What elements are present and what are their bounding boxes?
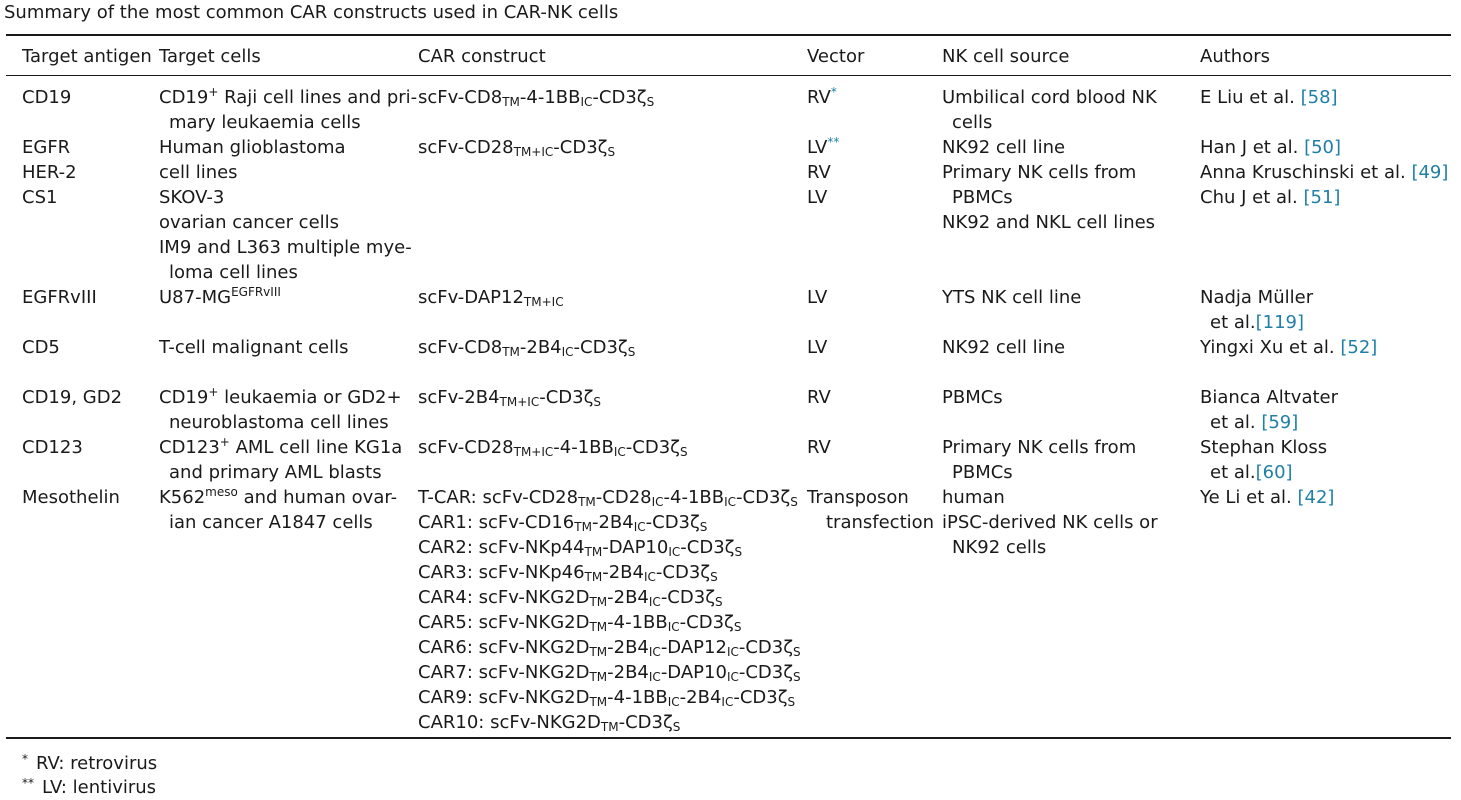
footnote-marker: ** [22, 776, 34, 790]
cells-text: K562 [159, 487, 206, 508]
reference-link[interactable]: [50] [1304, 137, 1342, 158]
cells-text: CD123 [159, 437, 220, 458]
author-text: et al. [1210, 412, 1262, 433]
construct-subscript: IC [726, 645, 739, 659]
nk-source-cell: YTS NK cell line [942, 287, 1082, 308]
antigen-cell: Mesothelin [22, 487, 120, 508]
antigen-cell: CD5 [22, 337, 60, 358]
car-construct-line [418, 485, 801, 510]
header-authors: Authors [1200, 46, 1270, 67]
construct-subscript: S [733, 620, 742, 634]
vector-cell [807, 135, 839, 210]
authors-cell [1200, 435, 1327, 485]
header-nk-source: NK cell source [942, 46, 1070, 67]
construct-subscript: S [734, 545, 743, 559]
car-construct-line [418, 510, 801, 535]
reference-link[interactable]: [59] [1261, 412, 1299, 433]
cells-superscript: + [219, 435, 230, 449]
construct-subscript: S [607, 145, 616, 159]
construct-subscript: TM [589, 595, 608, 609]
construct-subscript: S [790, 495, 798, 509]
vector-text: LV [807, 187, 828, 208]
reference-link[interactable]: [60] [1255, 462, 1293, 483]
construct-text: -CD28 [595, 487, 652, 508]
cells-text: cell lines [159, 162, 238, 183]
footnote-text: LV: lentivirus [42, 777, 157, 798]
cells-superscript: meso [205, 485, 238, 499]
target-cells-cell [159, 385, 402, 435]
construct-subscript: IC [667, 620, 680, 634]
construct-text: CAR7: scFv-NKG2D [418, 662, 590, 683]
cells-text: leukaemia or GD2+ [218, 387, 402, 408]
car-construct-line [418, 660, 801, 685]
construct-subscript: TM [589, 670, 608, 684]
header-target-cells: Target cells [159, 46, 261, 67]
construct-text: -2B4 [607, 637, 649, 658]
vector-text: transfection [826, 512, 935, 533]
car-construct-line [418, 685, 801, 710]
target-cells-cell: T-cell malignant cells [159, 337, 349, 358]
construct-subscript: TM [502, 95, 520, 109]
construct-subscript: TM [589, 620, 608, 634]
reference-link[interactable]: [119] [1255, 312, 1305, 333]
nk-text: PBMCs [952, 187, 1013, 208]
construct-text: -DAP10 [602, 537, 669, 558]
car-construct-cell [418, 285, 564, 310]
construct-text: -2B4 [607, 587, 649, 608]
authors-cell [1200, 285, 1313, 335]
construct-subscript: IC [651, 495, 664, 509]
vector-text: LV [807, 137, 828, 158]
cells-text: U87-MG [159, 287, 232, 308]
vector-cell [807, 485, 934, 535]
nk-source-cell [942, 485, 1158, 560]
bottom-rule [6, 737, 1451, 739]
table-caption: Summary of the most common CAR constructs used in CAR-NK cells [4, 2, 619, 23]
construct-text: CAR9: scFv-NKG2D [418, 687, 590, 708]
construct-text: -2B4 [519, 337, 562, 358]
construct-text: CAR3: scFv-NKp46 [418, 562, 585, 583]
construct-text: T-CAR: scFv-CD28 [418, 487, 579, 508]
vector-text: RV [807, 162, 831, 183]
antigen-cell: CD19, GD2 [22, 387, 123, 408]
construct-text: -4-1BB [607, 687, 668, 708]
construct-subscript: IC [561, 345, 574, 359]
target-cells-cell [159, 285, 281, 310]
car-construct-line [418, 585, 801, 610]
nk-text: Primary NK cells from [942, 162, 1137, 183]
construct-text: scFv-2B4 [418, 387, 500, 408]
authors-cell [1200, 135, 1448, 210]
construct-subscript: TM+IC [499, 395, 540, 409]
footnote-marker-link[interactable]: * [830, 85, 837, 99]
construct-text: scFv-DAP12 [418, 287, 524, 308]
car-construct-line [418, 560, 801, 585]
car-construct-cell [418, 385, 601, 410]
construct-text: -CD3ζ [733, 687, 788, 708]
cells-text: ian cancer A1847 cells [169, 512, 373, 533]
construct-text: -CD3ζ [736, 487, 791, 508]
antigen-cell: CD123 [22, 437, 83, 458]
cells-superscript: + [208, 385, 219, 399]
car-construct-line [418, 710, 801, 735]
cells-text: ovarian cancer cells [159, 212, 340, 233]
nk-source-cell: PBMCs [942, 387, 1003, 408]
target-cells-cell [159, 135, 412, 285]
antigen-cell: EGFRvIII [22, 287, 97, 308]
vector-cell: RV [807, 437, 831, 458]
vector-cell: LV [807, 287, 828, 308]
nk-source-cell: NK92 cell line [942, 337, 1066, 358]
construct-subscript: IC [613, 445, 626, 459]
construct-subscript: IC [580, 95, 593, 109]
antigen-text: HER-2 [22, 162, 77, 183]
construct-text: -CD3ζ [655, 562, 711, 583]
top-rule [6, 34, 1451, 36]
construct-subscript: S [679, 445, 688, 459]
construct-text: -CD3ζ [660, 587, 715, 608]
car-construct-line [418, 635, 801, 660]
construct-subscript: TM [589, 645, 608, 659]
footnote-text: RV: retrovirus [36, 753, 158, 774]
construct-text: -CD3ζ [618, 712, 673, 733]
author-text: Nadja Müller [1200, 287, 1314, 308]
construct-subscript: S [714, 595, 723, 609]
construct-text: -4-1BB [553, 437, 614, 458]
construct-text: CAR5: scFv-NKG2D [418, 612, 590, 633]
nk-text: human [942, 487, 1005, 508]
construct-text: -4-1BB [607, 612, 668, 633]
construct-text: -CD3ζ [738, 637, 794, 658]
construct-subscript: S [672, 720, 681, 734]
reference-link[interactable]: [49] [1411, 162, 1449, 183]
construct-text: -2B4 [602, 562, 644, 583]
cells-text: mary leukaemia cells [169, 112, 361, 133]
cells-text: Human glioblastoma [159, 137, 346, 158]
cells-text: SKOV-3 [159, 187, 225, 208]
header-rule [6, 75, 1451, 76]
car-construct-cell [418, 85, 654, 110]
author-text: Anna Kruschinski et al. [1200, 162, 1412, 183]
construct-subscript: TM [600, 720, 619, 734]
construct-text: -DAP12 [660, 637, 727, 658]
construct-subscript: TM [502, 345, 520, 359]
construct-subscript: TM [584, 545, 603, 559]
authors-cell [1200, 335, 1377, 360]
nk-text: NK92 and NKL cell lines [942, 212, 1156, 233]
header-car-construct: CAR construct [418, 46, 546, 67]
construct-subscript: IC [648, 670, 661, 684]
construct-subscript: IC [633, 520, 646, 534]
construct-text: scFv-CD8 [418, 337, 503, 358]
cells-text: and primary AML blasts [169, 462, 382, 483]
construct-subscript: S [593, 395, 601, 409]
construct-subscript: TM+IC [523, 295, 564, 309]
construct-subscript: IC [667, 695, 680, 709]
construct-text: -4-1BB [519, 87, 581, 108]
authors-cell [1200, 85, 1338, 110]
vector-text: Transposon [807, 487, 909, 508]
cells-text: IM9 and L363 multiple mye- [159, 237, 412, 258]
vector-cell: RV [807, 387, 831, 408]
author-text: et al. [1210, 312, 1256, 333]
author-text: Bianca Altvater [1200, 387, 1339, 408]
construct-subscript: S [646, 95, 655, 109]
construct-text: -CD3ζ [680, 537, 735, 558]
vector-text: RV [807, 87, 831, 108]
nk-text: cells [952, 112, 993, 133]
construct-subscript: S [793, 645, 801, 659]
construct-text: scFv-CD8 [418, 87, 503, 108]
authors-cell [1200, 385, 1338, 435]
antigen-cell [22, 135, 77, 210]
construct-text: scFv-CD28 [418, 437, 514, 458]
car-construct-line [418, 535, 801, 560]
construct-text: CAR10: scFv-NKG2D [418, 712, 601, 733]
construct-text: -DAP10 [660, 662, 727, 683]
construct-subscript: IC [721, 695, 734, 709]
reference-link[interactable]: [52] [1340, 337, 1378, 358]
target-cells-cell [159, 485, 397, 535]
cells-text: Raji cell lines and pri- [218, 87, 418, 108]
construct-subscript: IC [724, 495, 737, 509]
construct-subscript: S [710, 570, 718, 584]
car-construct-cell [418, 435, 688, 460]
construct-text: CAR4: scFv-NKG2D [418, 587, 590, 608]
authors-cell [1200, 485, 1334, 510]
construct-subscript: TM [584, 570, 603, 584]
cells-text: AML cell line KG1a [229, 437, 403, 458]
construct-subscript: S [627, 345, 636, 359]
cells-text: and human ovar- [237, 487, 398, 508]
nk-source-cell [942, 135, 1155, 235]
construct-text: -CD3ζ [679, 612, 734, 633]
construct-subscript: TM [589, 695, 608, 709]
nk-text: iPSC-derived NK cells or [942, 512, 1158, 533]
construct-subscript: IC [726, 670, 739, 684]
target-cells-cell [159, 435, 402, 485]
cells-text: neuroblastoma cell lines [169, 412, 389, 433]
car-construct-cell [418, 335, 635, 360]
author-text: E Liu et al. [1200, 87, 1301, 108]
construct-text: scFv-CD28 [418, 137, 514, 158]
construct-text: -CD3ζ [738, 662, 794, 683]
construct-subscript: TM+IC [513, 445, 554, 459]
reference-link[interactable]: [42] [1297, 487, 1335, 508]
header-vector: Vector [807, 46, 865, 67]
author-text: Ye Li et al. [1200, 487, 1298, 508]
antigen-cell: CD19 [22, 87, 72, 108]
nk-text: PBMCs [952, 462, 1013, 483]
nk-text: Primary NK cells from [942, 437, 1137, 458]
header-target-antigen: Target antigen [22, 46, 152, 67]
author-text: Chu J et al. [1200, 187, 1304, 208]
antigen-text: EGFR [22, 137, 71, 158]
construct-subscript: S [787, 695, 796, 709]
reference-link[interactable]: [51] [1303, 187, 1341, 208]
author-text: Stephan Kloss [1200, 437, 1328, 458]
construct-subscript: TM [578, 495, 596, 509]
construct-text: -CD3ζ [645, 512, 700, 533]
construct-text: -CD3ζ [573, 337, 628, 358]
construct-subscript: IC [668, 545, 681, 559]
construct-text: -2B4 [679, 687, 722, 708]
construct-text: -CD3ζ [592, 87, 647, 108]
vector-cell: LV [807, 337, 828, 358]
construct-subscript: IC [648, 595, 661, 609]
nk-source-cell [942, 85, 1157, 135]
construct-subscript: S [793, 670, 801, 684]
construct-text: -2B4 [591, 512, 634, 533]
nk-source-cell [942, 435, 1136, 485]
construct-subscript: IC [643, 570, 656, 584]
construct-subscript: IC [648, 645, 661, 659]
nk-text: NK92 cell line [942, 137, 1066, 158]
construct-text: -2B4 [607, 662, 649, 683]
construct-text: -4-1BB [663, 487, 725, 508]
construct-subscript: TM+IC [513, 145, 554, 159]
construct-text: CAR1: scFv-CD16 [418, 512, 575, 533]
vector-cell [807, 85, 837, 110]
author-text: Yingxi Xu et al. [1200, 337, 1341, 358]
nk-text: Umbilical cord blood NK [942, 87, 1157, 108]
construct-subscript: S [699, 520, 708, 534]
cells-text: loma cell lines [169, 262, 298, 283]
cells-superscript: + [208, 85, 219, 99]
cells-text: CD19 [159, 87, 209, 108]
construct-text: -CD3ζ [553, 137, 608, 158]
construct-text: CAR6: scFv-NKG2D [418, 637, 590, 658]
car-construct-list [418, 485, 801, 735]
construct-subscript: TM [574, 520, 592, 534]
footnote-lentivirus [22, 771, 156, 800]
construct-text: -CD3ζ [539, 387, 594, 408]
reference-link[interactable]: [58] [1300, 87, 1338, 108]
construct-text: -CD3ζ [625, 437, 680, 458]
footnote-marker-link[interactable]: ** [827, 135, 840, 149]
cells-text: CD19 [159, 387, 209, 408]
car-construct-cell [418, 135, 615, 160]
car-construct-line [418, 610, 801, 635]
cells-superscript: EGFRvIII [231, 285, 281, 299]
antigen-text: CS1 [22, 187, 58, 208]
author-text: et al. [1210, 462, 1256, 483]
construct-text: CAR2: scFv-NKp44 [418, 537, 585, 558]
footnote-marker: * [22, 752, 28, 766]
nk-text: NK92 cells [952, 537, 1047, 558]
author-text: Han J et al. [1200, 137, 1305, 158]
target-cells-cell [159, 85, 417, 135]
